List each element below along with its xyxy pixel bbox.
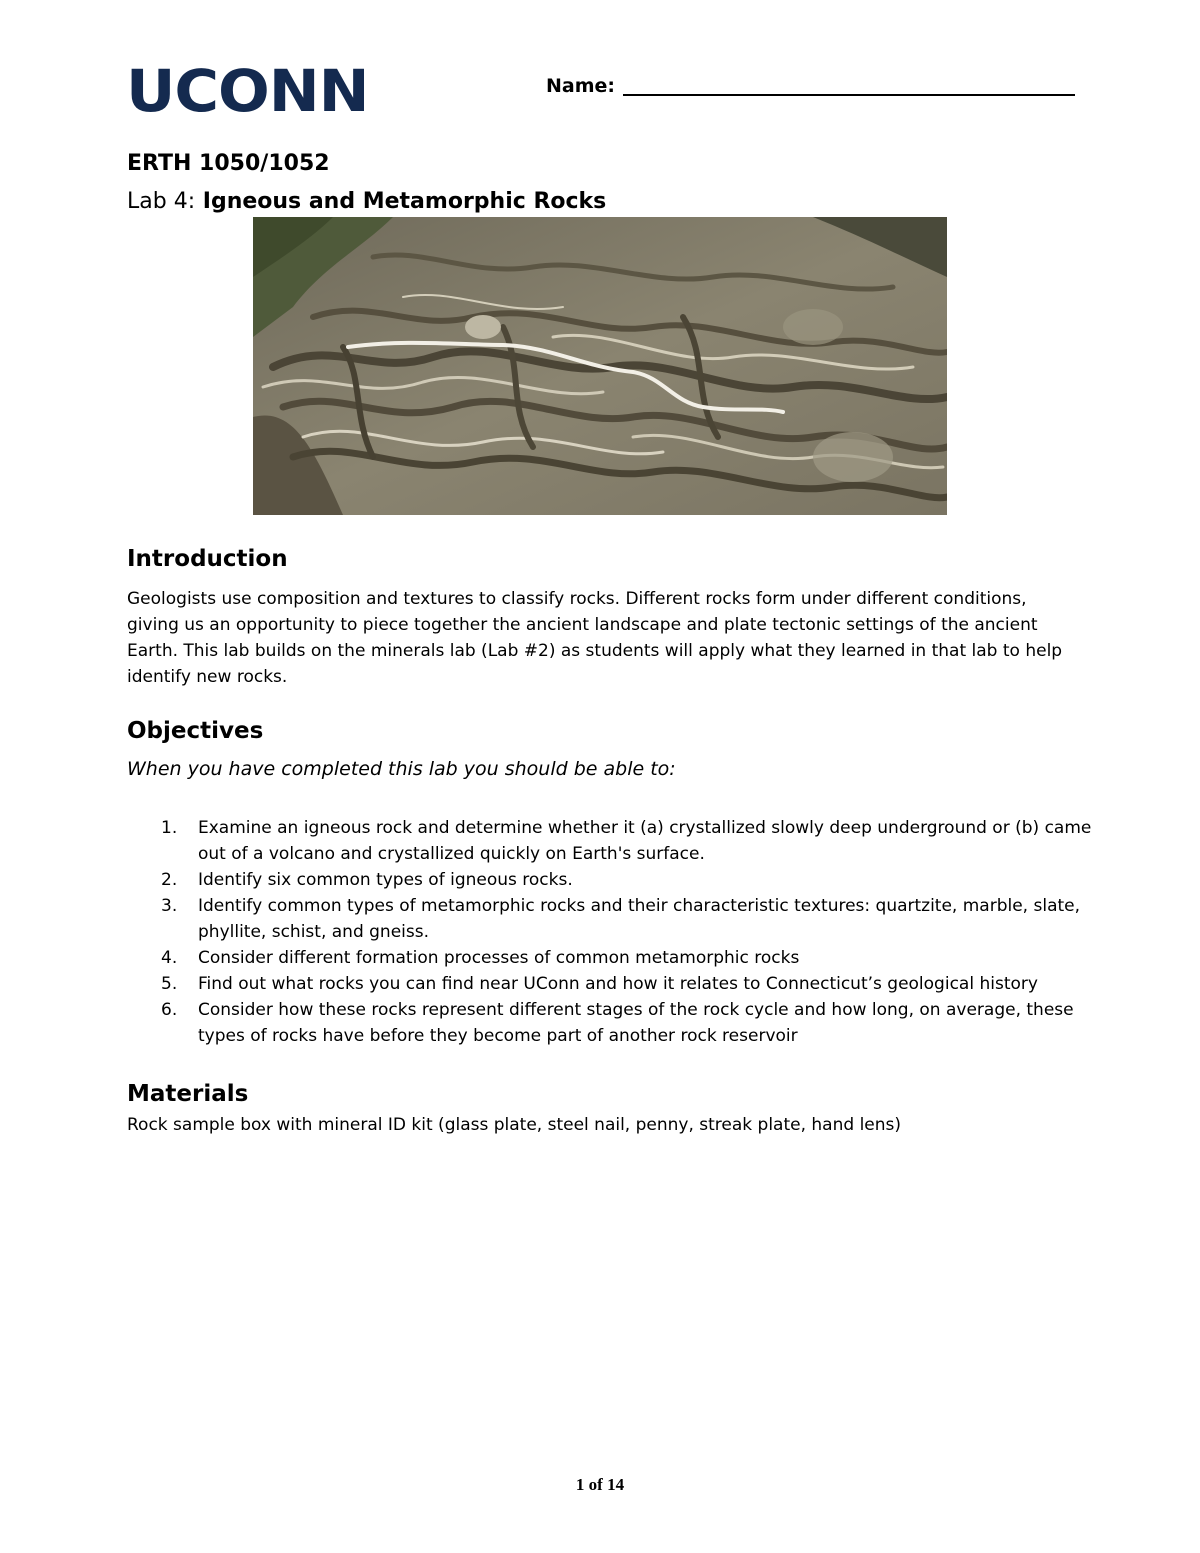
list-item-text: Find out what rocks you can find near UConn and how it relates to Connecticut’s geological history bbox=[198, 974, 1038, 994]
objectives-heading: Objectives bbox=[127, 718, 264, 744]
objectives-subtitle: When you have completed this lab you should be able to: bbox=[127, 758, 676, 780]
introduction-heading: Introduction bbox=[127, 546, 288, 572]
list-item-text: Examine an igneous rock and determine whether it (a) crystallized slowly deep underground or (b) came out of a volcano and crystallized quickly on Earth's surface. bbox=[198, 818, 1092, 864]
name-field-row bbox=[546, 74, 1075, 96]
list-number: 2. bbox=[161, 870, 178, 890]
list-number: 3. bbox=[161, 896, 178, 916]
list-item-text: Consider different formation processes of common metamorphic rocks bbox=[198, 948, 800, 968]
list-item bbox=[0, 971, 1100, 997]
materials-heading: Materials bbox=[127, 1081, 249, 1107]
list-number: 6. bbox=[161, 1000, 178, 1020]
introduction-body: Geologists use composition and textures to classify rocks. Different rocks form under different conditions, giving us an opportunity to piece together the ancient landscape and plate tectonic settings of the ancient Earth. This lab builds on the minerals lab (Lab #2) as students will apply what they learned in that lab to help identify new rocks. bbox=[127, 589, 1063, 687]
name-blank-line[interactable] bbox=[623, 74, 1075, 96]
list-item-text: Identify six common types of igneous rocks. bbox=[198, 870, 573, 890]
list-item-text: Consider how these rocks represent different stages of the rock cycle and how long, on average, these types of rocks have before they become part of another rock reservoir bbox=[198, 1000, 1074, 1046]
objectives-list bbox=[0, 815, 1100, 1049]
lab-title bbox=[127, 189, 606, 214]
list-item bbox=[0, 945, 1100, 971]
list-item bbox=[0, 867, 1100, 893]
list-item bbox=[0, 893, 1100, 945]
list-item-text: Identify common types of metamorphic rocks and their characteristic textures: quartzite, marble, slate, phyllite, schist, and gneiss. bbox=[198, 896, 1081, 942]
list-number: 4. bbox=[161, 948, 178, 968]
name-label: Name: bbox=[546, 75, 616, 97]
list-number: 1. bbox=[161, 818, 178, 838]
materials-body: Rock sample box with mineral ID kit (glass plate, steel nail, penny, streak plate, hand lens) bbox=[127, 1115, 902, 1135]
lab-title-text: Igneous and Metamorphic Rocks bbox=[195, 189, 607, 214]
lab-number: Lab 4: bbox=[127, 189, 196, 214]
uconn-logo: UCONN bbox=[126, 57, 369, 125]
gneiss-outcrop-photo bbox=[253, 217, 947, 515]
list-number: 5. bbox=[161, 974, 178, 994]
list-item bbox=[0, 997, 1100, 1049]
page-number: 1 of 14 bbox=[575, 1475, 625, 1494]
course-code: ERTH 1050/1052 bbox=[127, 151, 330, 176]
list-item bbox=[0, 815, 1100, 867]
